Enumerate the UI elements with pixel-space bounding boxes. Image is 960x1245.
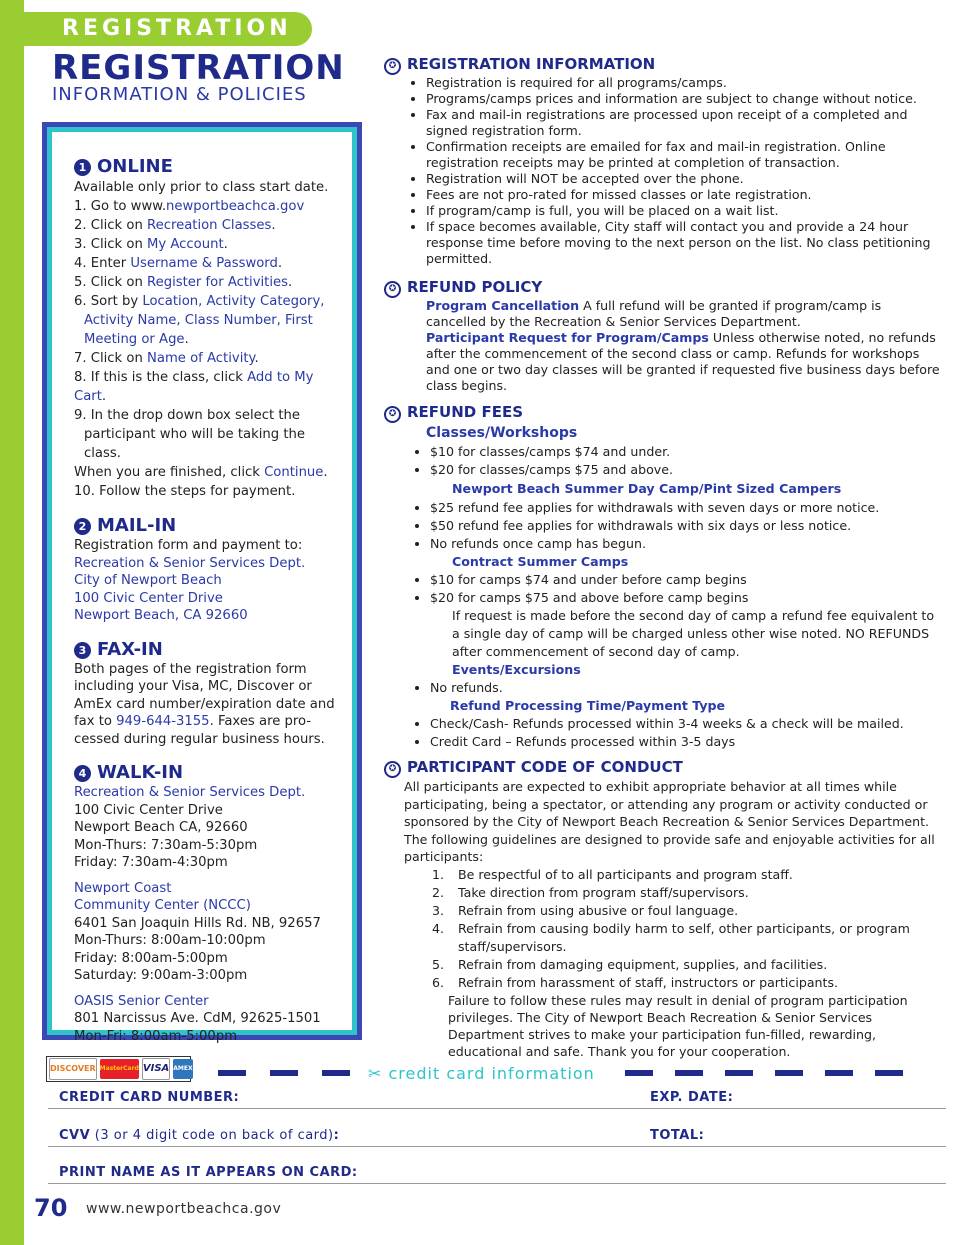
credit-card-label-text: credit card information: [388, 1064, 595, 1083]
code-of-conduct-heading: [384, 757, 940, 778]
summer-camp-label: Newport Beach Summer Day Camp/Pint Sized Campers: [452, 481, 842, 496]
list-item: • $10 for camps $74 and under before camp begins: [430, 571, 940, 589]
exp-date-label: EXP. DATE:: [650, 1090, 734, 1105]
amex-logo: AMEX: [173, 1059, 192, 1079]
list-item: • Fax and mail-in registrations are processed upon receipt of a completed and signed registration form.: [426, 107, 940, 139]
mastercard-logo: MasterCard: [100, 1059, 139, 1079]
step-text: .: [184, 332, 189, 347]
refund-policy-paragraph: [384, 330, 940, 394]
faxin-line: [74, 713, 342, 731]
faxin-line: Both pages of the registration form: [74, 661, 307, 677]
star-bullet-icon: ✪: [384, 406, 401, 423]
number-one-icon: 1: [74, 159, 91, 176]
step-link: Location, Activity Category,: [142, 294, 325, 309]
cvv-hint: (3 or 4 digit code on back of card): [90, 1128, 334, 1143]
walkin-line: Mon-Fri: 8:00am-5:00pm: [74, 1028, 238, 1044]
list-item: • $20 for classes/camps $75 and above.: [430, 461, 940, 479]
step-text: .: [277, 256, 283, 271]
heading-text: REGISTRATION INFORMATION: [407, 55, 656, 73]
online-step: [74, 197, 342, 216]
online-heading-text: ONLINE: [97, 156, 173, 177]
step-link: Add to My Cart: [74, 370, 314, 404]
paragraph-label: Program Cancellation: [426, 298, 580, 313]
online-step-cont: Activity Name, Class Number, First: [84, 313, 313, 328]
panel-content: [52, 132, 352, 1044]
online-step: 9. In the drop down box select the: [74, 408, 301, 423]
faxin-heading-text: FAX-IN: [97, 638, 163, 660]
heading-text: REFUND POLICY: [407, 278, 543, 296]
conduct-intro: All participants are expected to exhibit appropriate behavior at all times while participating, being a spectator, or attending any program or activity conducted or sponsored by the City of Newport Beach Recreation & Senior Services Department. The following guidelines are designed to provide safe and enjoyable activities for all participants:: [404, 779, 935, 864]
cvv-label: [59, 1128, 339, 1143]
list-item: 1. Be respectful of to all participants and program staff.: [448, 866, 940, 884]
conduct-list: [384, 866, 940, 992]
step-link: Continue: [264, 465, 324, 480]
contract-camps-note: If request is made before the second day of camp a refund fee equivalent to a single day of camp will be charged unless other wise noted. NO REFUNDS after commencement of second day of camp.: [452, 608, 935, 659]
online-step-cont: [74, 330, 342, 349]
list-item: • Fees are not pro-rated for missed classes or late registration.: [426, 187, 940, 203]
print-name-line: [48, 1183, 946, 1184]
registration-info-heading: [384, 54, 940, 75]
step-text: 4. Enter: [74, 256, 131, 271]
step-text: When you are finished, click: [74, 465, 265, 480]
classes-fees-list: [384, 443, 940, 479]
list-item: 3. Refrain from using abusive or foul language.: [448, 902, 940, 920]
walkin-line: Saturday: 9:00am-3:00pm: [74, 968, 248, 983]
accepted-cards-logos: [46, 1056, 191, 1082]
mailin-heading: [74, 515, 342, 537]
list-item: • Credit Card – Refunds processed within 3-5 days: [430, 733, 940, 751]
footer-url: www.newportbeachca.gov: [86, 1201, 282, 1217]
credit-card-section-label: [368, 1064, 595, 1083]
step-text: 7. Click on: [74, 351, 148, 366]
list-item: • $20 for camps $75 and above before camp begins: [430, 589, 940, 607]
list-item: • If space becomes available, City staff will contact you and provide a 24 hour response time before moving to the next person on the list. No class petitioning permitted.: [426, 219, 940, 267]
step-text: 6. Sort by: [74, 294, 143, 309]
list-item: • $25 refund fee applies for withdrawals with seven days or more notice.: [430, 499, 940, 517]
step-text: .: [323, 465, 328, 480]
online-step: [74, 368, 342, 406]
step-text: 2. Click on: [74, 218, 148, 233]
number-two-icon: 2: [74, 518, 91, 535]
processing-label: Refund Processing Time/Payment Type: [450, 698, 726, 713]
list-item: 6. Refrain from harassment of staff, instructors or participants.: [448, 974, 940, 992]
cvv-label-text: CVV: [59, 1128, 91, 1143]
step-link: Recreation Classes: [147, 218, 272, 233]
star-bullet-icon: ✪: [384, 281, 401, 298]
faxin-line: including your Visa, MC, Discover or: [74, 679, 312, 694]
step-link: Name of Activity: [147, 351, 255, 366]
list-item: • Check/Cash- Refunds processed within 3-4 weeks & a check will be mailed.: [430, 715, 940, 733]
walkin-line: Friday: 8:00am-5:00pm: [74, 950, 228, 966]
print-name-label: PRINT NAME AS IT APPEARS ON CARD:: [59, 1165, 358, 1180]
page-number: 70: [34, 1194, 68, 1222]
walkin-location-name: Recreation & Senior Services Dept.: [74, 785, 306, 800]
step-text: .: [223, 237, 228, 252]
step-text: 3. Click on: [74, 237, 148, 252]
visa-logo: VISA: [142, 1058, 170, 1080]
classes-workshops-label: Classes/Workshops: [426, 425, 578, 441]
star-bullet-icon: ✪: [384, 761, 401, 778]
walkin-location-name: OASIS Senior Center: [74, 993, 209, 1009]
online-step-cont: participant who will be taking the class.: [84, 427, 305, 461]
events-label: Events/Excursions: [452, 662, 581, 677]
number-three-icon: 3: [74, 642, 91, 659]
online-step: [74, 273, 342, 292]
star-bullet-icon: ✪: [384, 58, 401, 75]
step-text: 1. Go to www.: [74, 199, 167, 214]
faxin-heading: [74, 639, 342, 661]
card-number-line: [48, 1108, 946, 1109]
total-label: TOTAL:: [650, 1128, 705, 1143]
discover-logo: DISCOVER: [49, 1058, 97, 1080]
step-text: 8. If this is the class, click: [74, 370, 248, 385]
list-item: • No refunds once camp has begun.: [430, 535, 940, 553]
paragraph-label: Participant Request for Program/Camps: [426, 330, 709, 345]
paragraph-text: Unless otherwise noted, no refunds after the commencement of the second class or camp. Refunds for workshops and one or two day classes will be granted if requested five business days before class begins.: [426, 330, 940, 393]
refund-policy-paragraph: [384, 298, 940, 330]
number-four-icon: 4: [74, 765, 91, 782]
online-step: [74, 292, 342, 311]
heading-text: PARTICIPANT CODE OF CONDUCT: [407, 758, 683, 776]
online-step: [74, 349, 342, 368]
step-link: My Account: [147, 237, 224, 252]
scissors-icon: ✂: [368, 1064, 383, 1083]
mailin-address-line: Newport Beach, CA 92660: [74, 608, 248, 623]
cvv-line: [48, 1146, 946, 1147]
walkin-line: Mon-Thurs: 7:30am-5:30pm: [74, 837, 258, 853]
walkin-line: 100 Civic Center Drive: [74, 802, 223, 818]
registration-info-list: [384, 75, 940, 267]
step-text: .: [288, 275, 293, 290]
online-step: [74, 254, 342, 273]
faxin-line: cessed during regular business hours.: [74, 731, 325, 747]
refund-fees-heading: [384, 402, 940, 423]
mailin-intro: Registration form and payment to:: [74, 538, 303, 553]
mailin-address-line: 100 Civic Center Drive: [74, 590, 223, 606]
divider-dashes-left: [218, 1070, 350, 1076]
fax-text: fax to: [74, 714, 117, 729]
step-link: Register for Activities: [147, 275, 288, 290]
list-item: 2. Take direction from program staff/supervisors.: [448, 884, 940, 902]
registration-methods-panel: [42, 122, 362, 1044]
page-title: REGISTRATION: [52, 48, 345, 88]
mailin-address-line: Recreation & Senior Services Dept.: [74, 555, 306, 571]
walkin-line: Mon-Thurs: 8:00am-10:00pm: [74, 933, 266, 948]
walkin-line: 6401 San Joaquin Hills Rd. NB, 92657: [74, 915, 321, 931]
policies-column: [384, 54, 940, 1060]
conduct-closing: Failure to follow these rules may result in denial of program participation privileges. The City of Newport Beach Recreation & Senior Services Department strives to make your participation fun-filled, rewarding, educational and safe. Thank you for your cooperation.: [448, 992, 908, 1059]
processing-list: [384, 715, 940, 751]
list-item: • Programs/camps prices and information are subject to change without notice.: [426, 91, 940, 107]
contract-camps-fees-list: [384, 571, 940, 607]
online-heading: [74, 156, 342, 178]
list-item: 4. Refrain from causing bodily harm to self, other participants, or program staff/supervisors.: [448, 920, 940, 956]
online-intro: Available only prior to class start date.: [74, 180, 329, 195]
paragraph-text: A full refund will be granted if program/camp is cancelled by the Recreation & Senior Services Department.: [426, 298, 882, 329]
walkin-location-name: Newport Coast: [74, 880, 172, 896]
fax-text: . Faxes are pro-: [209, 714, 312, 729]
page-subtitle: INFORMATION & POLICIES: [52, 84, 307, 105]
online-step: 10. Follow the steps for payment.: [74, 484, 296, 499]
walkin-heading-text: WALK-IN: [97, 762, 184, 783]
list-item: • $10 for classes/camps $74 and under.: [430, 443, 940, 461]
refund-policy-heading: [384, 277, 940, 298]
walkin-heading: [74, 762, 342, 784]
summer-camp-fees-list: [384, 499, 940, 553]
walkin-line: 801 Narcissus Ave. CdM, 92625-1501: [74, 1011, 321, 1026]
fax-number-link[interactable]: 949-644-3155: [116, 714, 210, 729]
heading-text: REFUND FEES: [407, 403, 523, 421]
list-item: • Registration is required for all programs/camps.: [426, 75, 940, 91]
divider-dashes-right: [625, 1070, 903, 1076]
step-text: .: [271, 218, 276, 233]
events-fees-list: [384, 679, 940, 697]
list-item: • No refunds.: [430, 679, 940, 697]
walkin-line: Newport Beach CA, 92660: [74, 820, 248, 835]
walkin-location-name: Community Center (NCCC): [74, 898, 251, 913]
step-text: .: [101, 389, 107, 404]
list-item: • If program/camp is full, you will be placed on a wait list.: [426, 203, 940, 219]
step-text: 5. Click on: [74, 275, 148, 290]
faxin-line: AmEx card number/expiration date and: [74, 696, 335, 712]
list-item: 5. Refrain from damaging equipment, supplies, and facilities.: [448, 956, 940, 974]
list-item: • Registration will NOT be accepted over the phone.: [426, 171, 940, 187]
side-accent-bar: [0, 0, 24, 1245]
contract-camps-label: Contract Summer Camps: [452, 554, 629, 569]
step-link: Meeting or Age: [84, 332, 185, 347]
step-text: .: [254, 351, 259, 366]
credit-card-number-label: CREDIT CARD NUMBER:: [59, 1090, 240, 1105]
online-step: [74, 216, 342, 235]
online-step: [74, 463, 342, 482]
cvv-colon: :: [333, 1128, 340, 1143]
walkin-line: Friday: 7:30am-4:30pm: [74, 855, 228, 870]
section-tab: REGISTRATION: [0, 12, 312, 46]
mailin-heading-text: MAIL-IN: [97, 515, 177, 536]
step-link: Username & Password: [130, 256, 278, 271]
mailin-address-line: City of Newport Beach: [74, 573, 222, 588]
online-step: [74, 235, 342, 254]
list-item: • Confirmation receipts are emailed for fax and mail-in registration. Online registration receipts may be printed at completion of transaction.: [426, 139, 940, 171]
panel-border: [47, 127, 357, 1044]
list-item: • $50 refund fee applies for withdrawals with six days or less notice.: [430, 517, 940, 535]
website-link[interactable]: newportbeachca.gov: [166, 199, 305, 214]
